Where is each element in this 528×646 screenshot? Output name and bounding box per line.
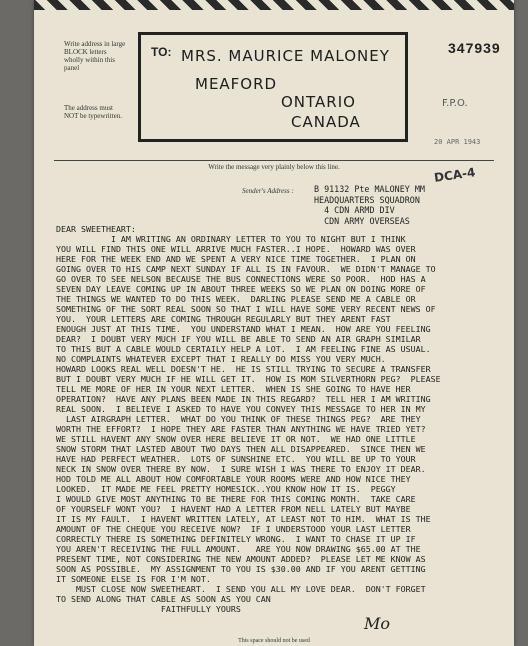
salutation: DEAR SWEETHEART: bbox=[56, 224, 136, 234]
address-panel bbox=[138, 32, 408, 142]
airgraph-letter-form bbox=[34, 0, 514, 646]
recipient-town: MEAFORD bbox=[195, 75, 278, 93]
signature: Mo bbox=[364, 614, 391, 633]
divider-line bbox=[54, 160, 494, 161]
footer-note: This space should not be used bbox=[238, 638, 310, 644]
letter-body bbox=[56, 224, 506, 614]
recipient-country: CANADA bbox=[291, 113, 361, 131]
date-stamp: 20 APR 1943 bbox=[434, 138, 481, 146]
write-below-note: Write the message very plainly below this line. bbox=[208, 163, 340, 171]
letter-text: I AM WRITING AN ORDINARY LETTER TO YOU TO NIGHT BUT I THINK YOU WILL FIND THIS ONE WILL ARRIVE MUCH FASTER..I HOPE. HOWARD WAS OVER HERE FOR THE WEEK END AND WE SPENT A VERY NICE TIME TOGETHER. I PLAN ON GOING OVER TO HIS CAMP NEXT SUNDAY IF ALL IS IN FAVOUR. WE DIDN'T MANAGE TO GO OVER TO SEE NELSON BECAUSE THE BUS CONNECTIONS WERE SO POOR. HOD HAS A SEVEN DAY LEAVE COMING UP IN ABOUT THREE WEEKS SO WE PLAN ON DOING MORE OF THE THINGS WE WANTED TO DO THIS WEEK. DARLING PLEASE SEND ME A CABLE OR SOMETHING OF THE SORT REAL SOON SO THAT I WILL HAVE SOME VERY RECENT NEWS OF YOU. YOUR LETTERS ARE COMING THROUGH REGULARLY BUT THEY ARENT FAST ENOUGH JUST AT THIS TIME. YOU UNDERSTAND WHAT I MEAN. HOW ARE YOU FEELING DEAR? I DOUBT VERY MUCH IF YOU WILL BE ABLE TO SEND AN AIR GRAPH SIMILAR TO THIS BUT A CABLE WOULD CERTAILY HELP A LOT. I AM FEELING FINE AS USUAL. NO COMPLAINTS WHATEVER EXCEPT THAT I REALLY DO MISS YOU VERY MUCH. HOWARD LOOKS REAL WELL DOESN'T HE. HE IS STILL TRYING TO SECURE A TRANSFER BUT I DOUBT VERY MUCH IF HE WILL GET IT. HOW IS MOM SILVERTHORN PEG? PLEASE TELL ME MORE OF HER IN YOUR NEXT LETTER. WHEN IS SHE GOING TO HAVE HER OPERATION? HAVE ANY PLANS BEEN MADE IN THIS REGARD? TELL HER I AM WRITING REAL SOON. I BELIEVE I ASKED TO HAVE YOU CONVEY THIS MESSAGE TO HER IN MY LAST AIRGRAPH LETTER. WHAT DO YOU THINK OF THESE THINGS PEG? ARE THEY WORTH THE EFFORT? I HOPE THEY ARE FASTER THAN ANYTHING WE HAVE TRIED YET? WE STILL HAVENT ANY SNOW OVER HERE BELIEVE IT OR NOT. WE HAD ONE LITTLE SNOW STORM THAT LASTED ABOUT TWO DAYS THEN ALL DISAPPEARED. SINCE THEN WE HAVE HAD PERFECT WEATHER. LOTS OF SUNSHINE ETC. YOU WILL BE UP TO YOUR NECK IN SNOW OVER THERE BY NOW. I SURE WISH I WAS THERE TO ENJOY IT DEAR. HOD TOLD ME ALL ABOUT HOW COMFORTABLE YOUR ROOMS WERE AND HOW NICE THEY LOOKED. IT MADE ME FEEL PRETTY HOMESICK..YOU KNOW HOW IT IS. PEGGY I WOULD GIVE MOST ANYTHING TO BE THERE FOR THIS COMING MONTH. TAKE CARE OF YOURSELF WONT YOU? I HAVENT HAD A LETTER FROM NELL LATELY BUT MAYBE IT IS MY FAULT. I HAVENT WRITTEN LATELY, AT LEAST NOT TO HIM. WHAT IS THE AMOUNT OF THE CHEQUE YOU RECEIVE NOW? IF I UNDERSTOOD YOUR LAST LETTER CORRECTLY THERE IS SOMETHING DEFINITELY WRONG. I WANT TO CHASE IT UP IF YOU AREN'T RECEIVING THE FULL AMOUNT. ARE YOU NOW DRAWING $65.00 AT THE PRESENT TIME, NOT CONSIDERING THE NEW AMOUNT ADDED? PLEASE LET ME KNOW AS SOON AS POSSIBLE. MY ASSIGNMENT TO YOU IS $30.00 AND IF YOU ARENT GETTING IT SOMEONE ELSE IS FOR I'M NOT. MUST CLOSE NOW SWEETHEART. I SEND YOU ALL MY LOVE DEAR. DON'T FORGET TO SEND ALONG THAT CABLE AS SOON AS YOU CAN FAITHFULLY YOURS bbox=[56, 234, 441, 614]
sender-address-label: Sender's Address : bbox=[242, 187, 294, 195]
top-border-band bbox=[34, 0, 514, 10]
sender-address: B 91132 Pte MALONEY MM HEADQUARTERS SQUADRON 4 CDN ARMD DIV CDN ARMY OVERSEAS bbox=[314, 184, 425, 226]
recipient-name: MRS. MAURICE MALONEY bbox=[181, 47, 390, 65]
to-label: TO: bbox=[151, 45, 172, 59]
address-instructions: Write address in large BLOCK letters wholly within this panel bbox=[64, 40, 126, 72]
fpo-stamp: F.P.O. bbox=[442, 98, 468, 109]
recipient-province: ONTARIO bbox=[281, 93, 356, 111]
typewriter-note: The address must NOT be typewritten. bbox=[64, 104, 122, 120]
handwritten-code: DCA-4 bbox=[433, 165, 477, 185]
serial-number: 347939 bbox=[448, 40, 501, 56]
